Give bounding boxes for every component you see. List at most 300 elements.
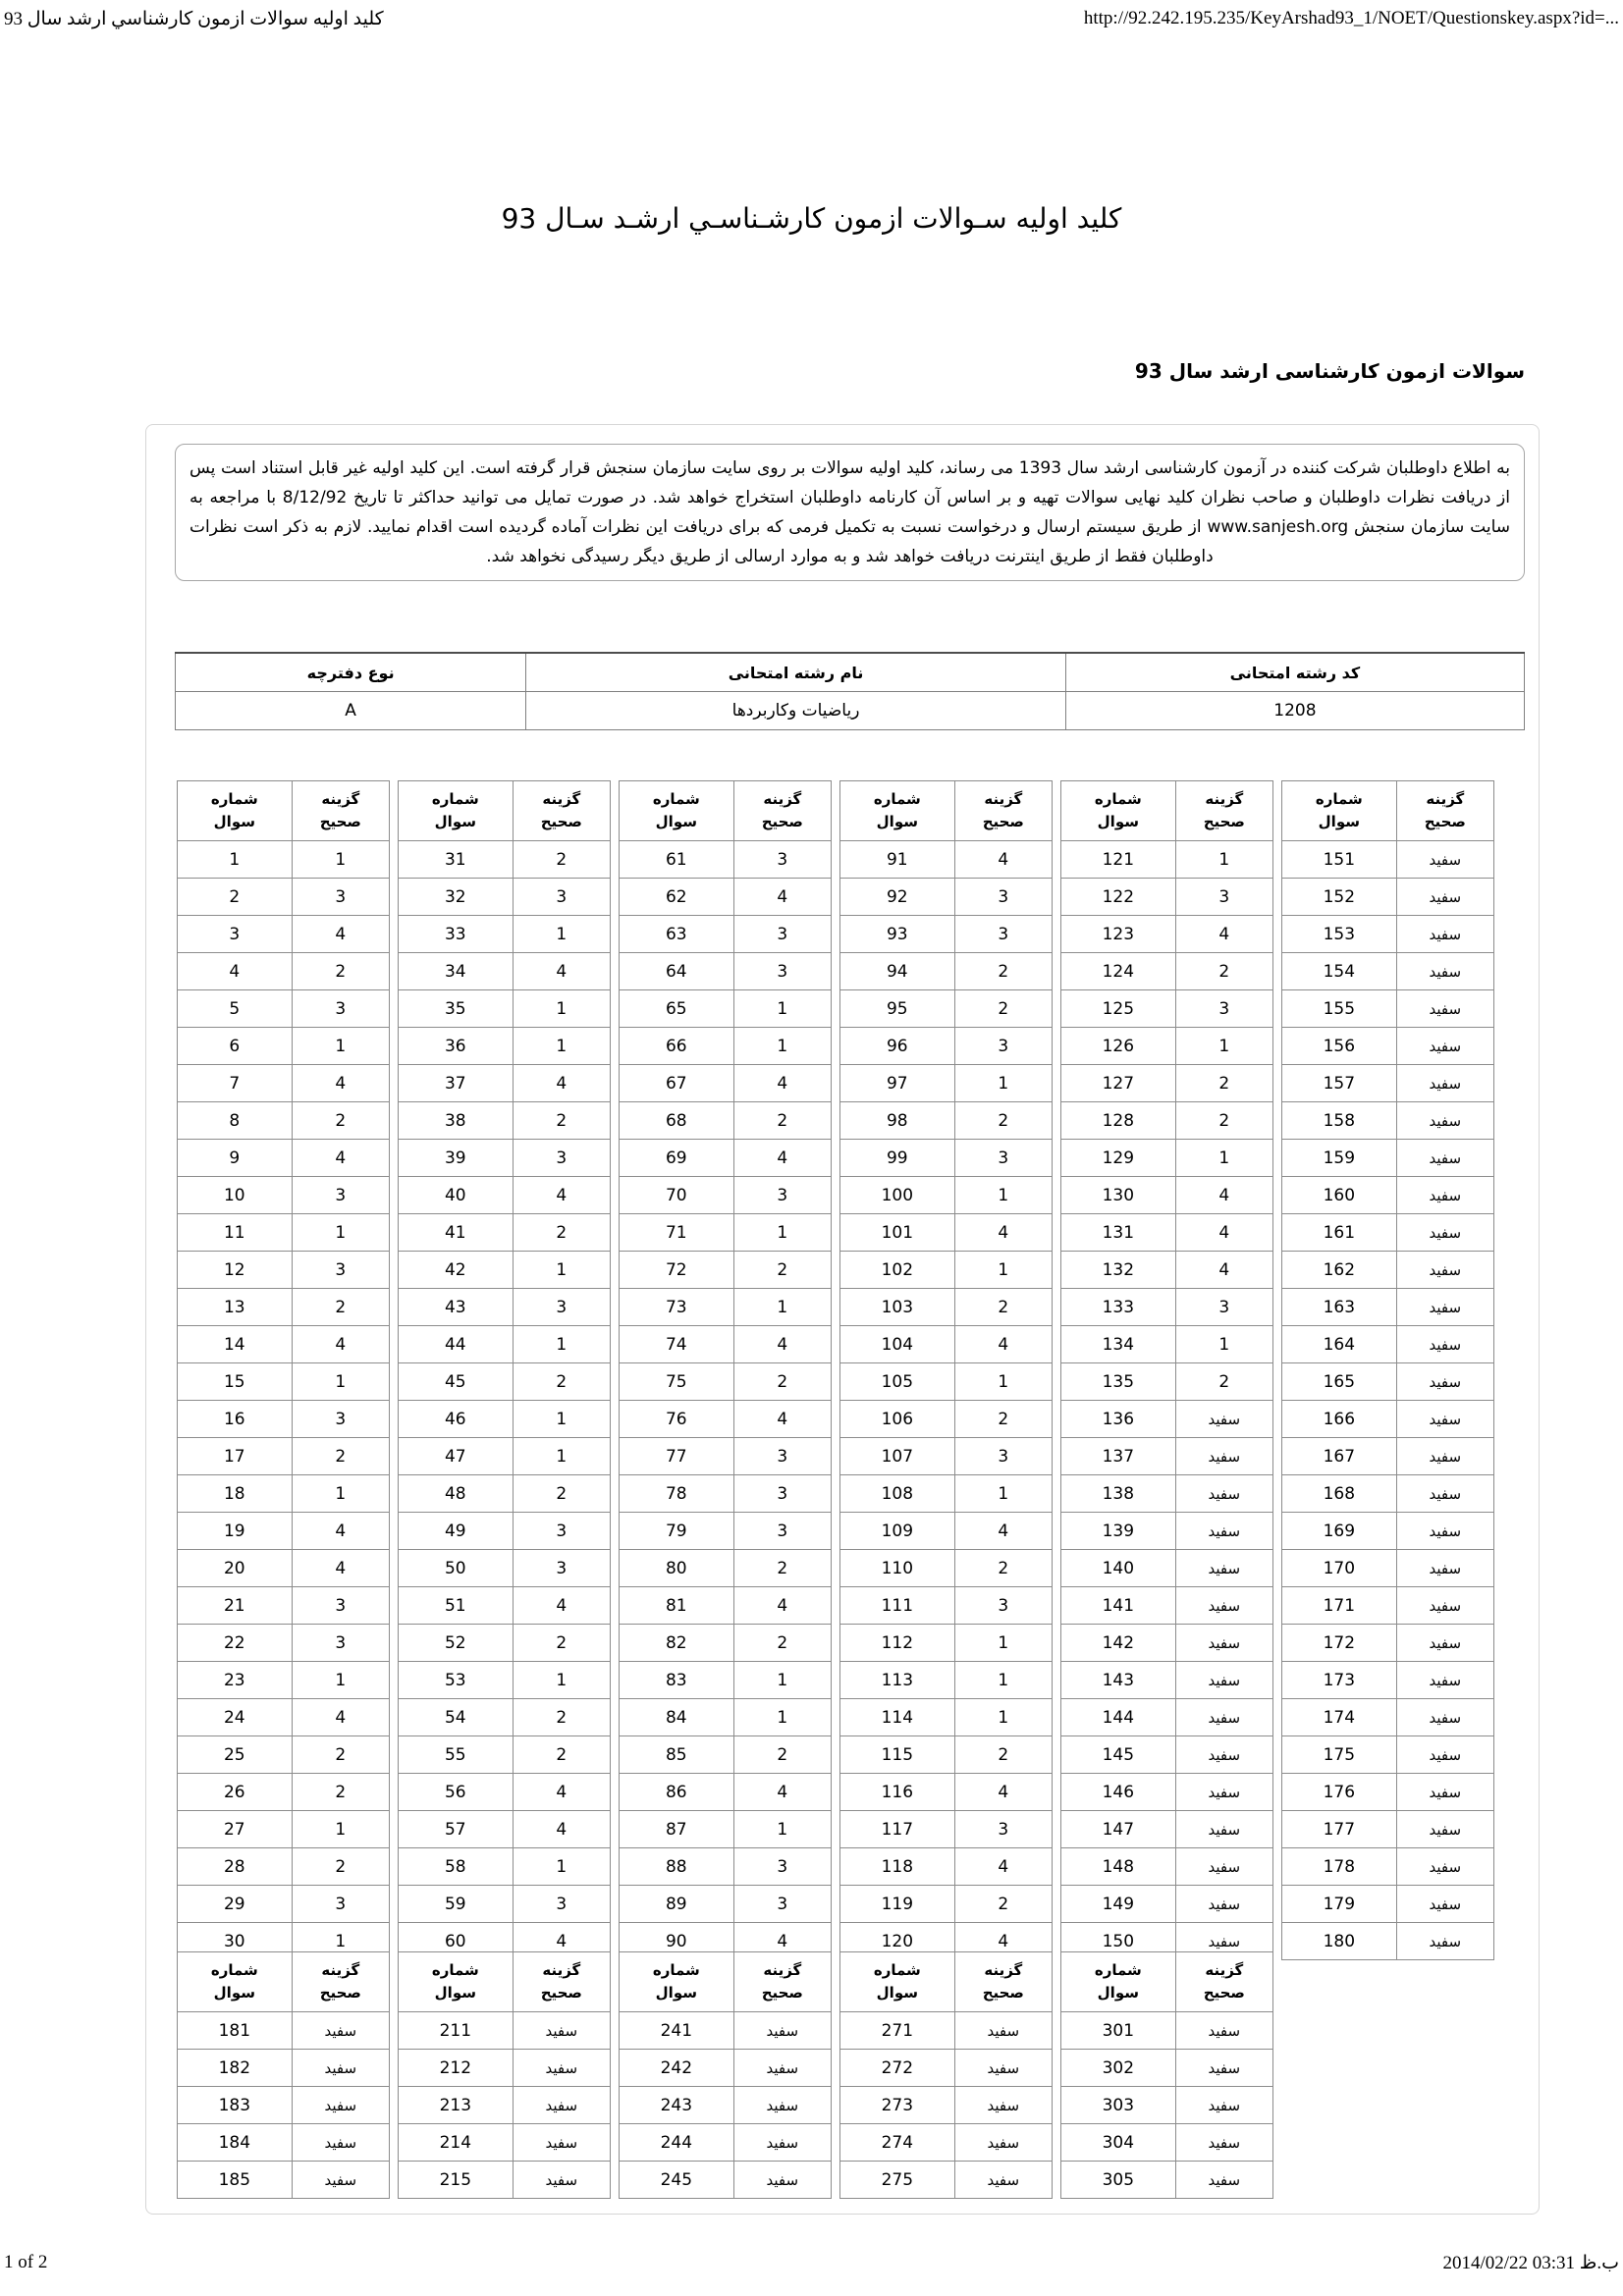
correct-option-cell: سفید [1396,1438,1493,1475]
exam-info-header-row [176,653,1525,692]
answer-row [178,1102,390,1140]
question-number-cell: 63 [620,916,734,953]
answer-row [840,1214,1053,1252]
correct-option-cell: سفید [1175,1662,1272,1699]
correct-option-cell: 4 [292,1326,389,1363]
answer-row [1282,1513,1494,1550]
answer-row [1061,2050,1273,2087]
correct-option-cell: 1 [954,1475,1052,1513]
answer-key-table-1 [177,780,1494,1960]
question-number-cell: 96 [840,1028,955,1065]
correct-option-cell: 2 [954,1736,1052,1774]
question-number-cell: 143 [1061,1662,1176,1699]
question-number-cell: 78 [620,1475,734,1513]
question-number-cell: 91 [840,841,955,879]
question-number-cell: 155 [1282,990,1397,1028]
question-number-cell: 77 [620,1438,734,1475]
correct-option-cell: سفید [1175,2162,1272,2199]
correct-option-cell: 2 [292,1438,389,1475]
question-number-cell: 166 [1282,1401,1397,1438]
question-number-cell: 167 [1282,1438,1397,1475]
answer-row [178,2050,390,2087]
question-number-cell: 1 [178,841,293,879]
question-number-cell: 2 [178,879,293,916]
correct-option-cell: سفید [1175,2087,1272,2124]
correct-option-cell: سفید [733,2087,831,2124]
question-number-cell: 21 [178,1587,293,1625]
correct-option-cell: سفید [1175,1550,1272,1587]
answer-row [178,1699,390,1736]
answer-row [399,1550,611,1587]
question-number-cell: 175 [1282,1736,1397,1774]
answer-row [178,2012,390,2050]
correct-option-cell: 3 [733,1438,831,1475]
correct-option-cell: سفید [733,2012,831,2050]
answer-row [1061,1811,1273,1848]
question-number-cell: 163 [1282,1289,1397,1326]
exam-name-value: ریاضیات وکاربردها [526,692,1066,730]
question-number-cell: 33 [399,916,514,953]
question-number-cell: 136 [1061,1401,1176,1438]
correct-option-cell: 1 [292,1363,389,1401]
question-number-cell: 137 [1061,1438,1176,1475]
answer-key-group [839,1951,1053,2199]
answer-row [1061,2012,1273,2050]
answer-row [178,1401,390,1438]
question-number-cell: 118 [840,1848,955,1886]
correct-option-cell: سفید [1396,1475,1493,1513]
correct-option-cell: 3 [513,1513,610,1550]
question-number-cell: 90 [620,1923,734,1960]
answer-row [1282,1065,1494,1102]
correct-option-cell: سفید [1396,1214,1493,1252]
answer-row [1061,1401,1273,1438]
answer-row [399,1475,611,1513]
correct-option-cell: سفید [733,2124,831,2162]
answer-row [1061,1177,1273,1214]
question-number-cell: 272 [840,2050,955,2087]
correct-option-header: گزینه صحیح [954,781,1052,841]
correct-option-cell: سفید [1175,1774,1272,1811]
answer-row [840,1065,1053,1102]
correct-option-cell: 4 [733,1401,831,1438]
correct-option-cell: سفید [1175,1625,1272,1662]
question-number-cell: 18 [178,1475,293,1513]
answer-row [399,1736,611,1774]
answer-row [399,841,611,879]
question-number-cell: 97 [840,1065,955,1102]
correct-option-cell: سفید [1396,1177,1493,1214]
correct-option-cell: 1 [513,1028,610,1065]
question-number-cell: 139 [1061,1513,1176,1550]
answer-row [620,1587,832,1625]
correct-option-cell: سفید [513,2162,610,2199]
question-number-cell: 161 [1282,1214,1397,1252]
correct-option-cell: سفید [1396,841,1493,879]
correct-option-cell: سفید [1396,1699,1493,1736]
question-number-cell: 16 [178,1401,293,1438]
question-number-cell: 127 [1061,1065,1176,1102]
correct-option-cell: 1 [292,1214,389,1252]
correct-option-cell: سفید [1396,953,1493,990]
answer-row [178,1550,390,1587]
answer-row [620,841,832,879]
question-number-cell: 38 [399,1102,514,1140]
answer-row [399,1363,611,1401]
answer-row [1282,1177,1494,1214]
correct-option-cell: سفید [733,2050,831,2087]
question-number-cell: 62 [620,879,734,916]
answer-row [620,1662,832,1699]
correct-option-cell: 2 [954,1401,1052,1438]
print-footer-datetime: 2014/02/22 03:31 ب.ظ [1442,2253,1619,2273]
answer-row [840,1774,1053,1811]
question-number-cell: 140 [1061,1550,1176,1587]
question-number-cell: 93 [840,916,955,953]
answer-row [399,1401,611,1438]
answer-row [620,953,832,990]
question-number-cell: 121 [1061,841,1176,879]
question-number-cell: 144 [1061,1699,1176,1736]
correct-option-cell: 2 [513,1736,610,1774]
correct-option-cell: 3 [513,1140,610,1177]
answer-row [1061,1774,1273,1811]
answer-row [840,1326,1053,1363]
question-number-cell: 15 [178,1363,293,1401]
correct-option-cell: سفید [292,2124,389,2162]
correct-option-cell: 3 [733,1848,831,1886]
correct-option-cell: 1 [292,1028,389,1065]
correct-option-cell: سفید [954,2162,1052,2199]
correct-option-cell: 2 [733,1363,831,1401]
question-number-cell: 56 [399,1774,514,1811]
answer-row [1061,2162,1273,2199]
answer-row [1282,1625,1494,1662]
correct-option-cell: سفید [1396,1252,1493,1289]
question-number-header: شماره سوال [840,1952,955,2012]
answer-row [178,1587,390,1625]
answer-row [399,1774,611,1811]
answer-row [399,1177,611,1214]
question-number-cell: 301 [1061,2012,1176,2050]
correct-option-cell: سفید [1396,1550,1493,1587]
correct-option-cell: 4 [513,1065,610,1102]
answer-row [1061,990,1273,1028]
answer-row [1282,1774,1494,1811]
answer-row [178,990,390,1028]
correct-option-cell: 3 [292,1177,389,1214]
question-number-cell: 69 [620,1140,734,1177]
exam-code-header: کد رشته امتحانی [1065,653,1524,692]
question-number-header: شماره سوال [840,781,955,841]
correct-option-cell: 4 [292,1699,389,1736]
question-number-cell: 100 [840,1177,955,1214]
correct-option-cell: سفید [1396,1587,1493,1625]
answer-row [840,1140,1053,1177]
question-number-cell: 81 [620,1587,734,1625]
answer-row [178,1363,390,1401]
question-number-cell: 95 [840,990,955,1028]
correct-option-cell: 4 [954,1513,1052,1550]
answer-row [1282,1102,1494,1140]
question-number-cell: 53 [399,1662,514,1699]
question-number-cell: 45 [399,1363,514,1401]
correct-option-cell: 1 [513,1252,610,1289]
correct-option-cell: 3 [292,1401,389,1438]
answer-row [1282,841,1494,879]
question-number-cell: 275 [840,2162,955,2199]
answer-row [840,879,1053,916]
answer-row [620,1214,832,1252]
question-number-cell: 68 [620,1102,734,1140]
correct-option-cell: 3 [292,1625,389,1662]
correct-option-cell: سفید [1396,1140,1493,1177]
correct-option-cell: سفید [1396,1363,1493,1401]
correct-option-cell: سفید [1396,1848,1493,1886]
answer-row [399,1252,611,1289]
answer-row [840,990,1053,1028]
question-number-cell: 170 [1282,1550,1397,1587]
correct-option-cell: 2 [292,1848,389,1886]
correct-option-cell: 3 [292,990,389,1028]
correct-option-cell: 4 [1175,1177,1272,1214]
correct-option-cell: 3 [954,1811,1052,1848]
question-number-cell: 211 [399,2012,514,2050]
question-number-cell: 152 [1282,879,1397,916]
question-number-header: شماره سوال [620,781,734,841]
question-number-cell: 102 [840,1252,955,1289]
answer-row [620,1363,832,1401]
answer-row [1282,1736,1494,1774]
question-number-cell: 70 [620,1177,734,1214]
question-number-header: شماره سوال [1061,1952,1176,2012]
question-number-cell: 174 [1282,1699,1397,1736]
question-number-cell: 7 [178,1065,293,1102]
question-number-cell: 304 [1061,2124,1176,2162]
answer-row [620,916,832,953]
question-number-cell: 94 [840,953,955,990]
question-number-cell: 243 [620,2087,734,2124]
question-number-cell: 185 [178,2162,293,2199]
correct-option-cell: سفید [1175,1699,1272,1736]
question-number-cell: 104 [840,1326,955,1363]
answer-row [840,1475,1053,1513]
answer-row [178,1886,390,1923]
question-number-cell: 30 [178,1923,293,1960]
correct-option-cell: سفید [1396,1513,1493,1550]
question-number-cell: 88 [620,1848,734,1886]
correct-option-cell: 3 [954,1587,1052,1625]
answer-row [178,1326,390,1363]
answer-row [1282,990,1494,1028]
correct-option-cell: 2 [733,1550,831,1587]
question-number-cell: 213 [399,2087,514,2124]
question-number-cell: 85 [620,1736,734,1774]
question-number-cell: 130 [1061,1177,1176,1214]
question-number-cell: 103 [840,1289,955,1326]
correct-option-cell: 2 [954,990,1052,1028]
question-number-header: شماره سوال [178,781,293,841]
answer-row [620,2162,832,2199]
question-number-cell: 183 [178,2087,293,2124]
correct-option-cell: 4 [513,1811,610,1848]
correct-option-header: گزینه صحیح [513,781,610,841]
correct-option-cell: سفید [292,2012,389,2050]
correct-option-cell: سفید [1396,1065,1493,1102]
question-number-cell: 146 [1061,1774,1176,1811]
answer-row [178,1028,390,1065]
correct-option-cell: سفید [1396,1811,1493,1848]
answer-row [620,1699,832,1736]
notice-paragraph: به اطلاع داوطلبان شرکت کننده در آزمون کارشناسی ارشد سال 1393 می رساند، کلید اولیه سوالات بر روی سایت سازمان سنجش قرار گرفته است. این کلید اولیه غیر قابل استناد است پس از دریافت نظرات داوطلبان و صاحب نظران کلید نهایی سوالات تهیه و بر اساس آن کارنامه داوطلبان استخراج خواهد شد. در صورت تمایل می توانید حداکثر تا تاریخ 8/12/92 با مراجعه به سایت سازمان سنجش www.sanjesh.org از طریق سیستم ارسال و درخواست نسبت به تکمیل فرمی که برای دریافت این نظرات آماده گردیده است اقدام نمایید. لازم به ذکر است نظرات داوطلبان فقط از طریق اینترنت دریافت خواهد شد و به موارد ارسالی از طریق دیگر رسیدگی نخواهد شد. [175,444,1525,581]
answer-row [620,1289,832,1326]
question-number-cell: 150 [1061,1923,1176,1960]
question-number-cell: 98 [840,1102,955,1140]
answer-key-group [619,780,832,1960]
answer-row [399,2012,611,2050]
question-number-cell: 156 [1282,1028,1397,1065]
answer-row [178,1438,390,1475]
question-number-cell: 119 [840,1886,955,1923]
answer-row [840,1252,1053,1289]
correct-option-cell: 4 [954,1848,1052,1886]
correct-option-cell: 3 [733,841,831,879]
question-number-cell: 115 [840,1736,955,1774]
correct-option-cell: 4 [513,1177,610,1214]
correct-option-cell: سفید [1175,2124,1272,2162]
correct-option-cell: سفید [1396,1886,1493,1923]
question-number-cell: 164 [1282,1326,1397,1363]
question-number-cell: 168 [1282,1475,1397,1513]
correct-option-cell: 2 [733,1736,831,1774]
correct-option-cell: سفید [1396,1401,1493,1438]
question-number-cell: 302 [1061,2050,1176,2087]
answer-row [178,1252,390,1289]
question-number-cell: 214 [399,2124,514,2162]
question-number-cell: 76 [620,1401,734,1438]
correct-option-cell: 4 [954,1923,1052,1960]
correct-option-cell: 3 [733,1513,831,1550]
correct-option-cell: 2 [513,1699,610,1736]
correct-option-cell: سفید [1396,1102,1493,1140]
question-number-cell: 59 [399,1886,514,1923]
answer-row [620,1140,832,1177]
question-number-cell: 105 [840,1363,955,1401]
answer-row [840,841,1053,879]
question-number-cell: 135 [1061,1363,1176,1401]
print-header-title: کلید اولیه سوالات ازمون کارشناسي ارشد سال 93 [4,9,384,29]
question-number-cell: 108 [840,1475,955,1513]
question-number-header: شماره سوال [1282,781,1397,841]
answer-row [178,1736,390,1774]
answer-row [840,1289,1053,1326]
answer-row [1282,1923,1494,1960]
question-number-cell: 39 [399,1140,514,1177]
question-number-cell: 129 [1061,1140,1176,1177]
question-number-cell: 145 [1061,1736,1176,1774]
correct-option-cell: 3 [733,1177,831,1214]
question-number-cell: 245 [620,2162,734,2199]
question-number-cell: 3 [178,916,293,953]
question-number-cell: 75 [620,1363,734,1401]
answer-row [1282,1438,1494,1475]
question-number-cell: 123 [1061,916,1176,953]
answer-row [178,916,390,953]
answer-row [1061,1886,1273,1923]
correct-option-cell: 3 [513,1886,610,1923]
correct-option-cell: 1 [292,1475,389,1513]
correct-option-cell: سفید [1175,1401,1272,1438]
correct-option-cell: 1 [1175,1140,1272,1177]
correct-option-cell: 3 [292,1587,389,1625]
answer-row [620,1625,832,1662]
question-number-cell: 158 [1282,1102,1397,1140]
answer-row [620,1438,832,1475]
question-number-cell: 72 [620,1252,734,1289]
question-number-cell: 126 [1061,1028,1176,1065]
question-number-cell: 148 [1061,1848,1176,1886]
answer-row [840,953,1053,990]
question-number-cell: 12 [178,1252,293,1289]
answer-row [1061,1102,1273,1140]
question-number-cell: 241 [620,2012,734,2050]
correct-option-cell: 4 [733,1774,831,1811]
answer-row [399,1662,611,1699]
question-number-cell: 6 [178,1028,293,1065]
answer-row [399,1289,611,1326]
answer-row [620,1065,832,1102]
answer-row [178,1662,390,1699]
question-number-cell: 147 [1061,1811,1176,1848]
question-number-header: شماره سوال [1061,781,1176,841]
answer-row [620,2050,832,2087]
correct-option-cell: 2 [733,1102,831,1140]
correct-option-cell: سفید [292,2050,389,2087]
question-number-cell: 128 [1061,1102,1176,1140]
question-number-cell: 172 [1282,1625,1397,1662]
question-number-header: شماره سوال [178,1952,293,2012]
correct-option-cell: سفید [1175,1923,1272,1960]
question-number-cell: 111 [840,1587,955,1625]
correct-option-cell: 2 [292,1289,389,1326]
correct-option-cell: 4 [292,1550,389,1587]
answer-row [399,916,611,953]
correct-option-cell: 2 [292,1774,389,1811]
question-number-cell: 31 [399,841,514,879]
correct-option-cell: 2 [513,841,610,879]
correct-option-cell: 3 [292,879,389,916]
correct-option-cell: 4 [513,1774,610,1811]
print-header-url: http://92.242.195.235/KeyArshad93_1/NOET/Questionskey.aspx?id=... [1083,8,1619,28]
correct-option-cell: سفید [1175,2050,1272,2087]
answer-row [1061,953,1273,990]
question-number-cell: 17 [178,1438,293,1475]
answer-row [399,1140,611,1177]
correct-option-cell: 4 [513,1587,610,1625]
answer-row [399,1028,611,1065]
correct-option-cell: 4 [513,1923,610,1960]
correct-option-cell: 1 [733,1811,831,1848]
answer-row [1282,1699,1494,1736]
answer-row [178,1065,390,1102]
answer-row [1061,1252,1273,1289]
answer-row [399,2087,611,2124]
correct-option-cell: 1 [292,841,389,879]
answer-row [399,1848,611,1886]
question-number-cell: 116 [840,1774,955,1811]
question-number-cell: 160 [1282,1177,1397,1214]
correct-option-cell: 3 [954,916,1052,953]
